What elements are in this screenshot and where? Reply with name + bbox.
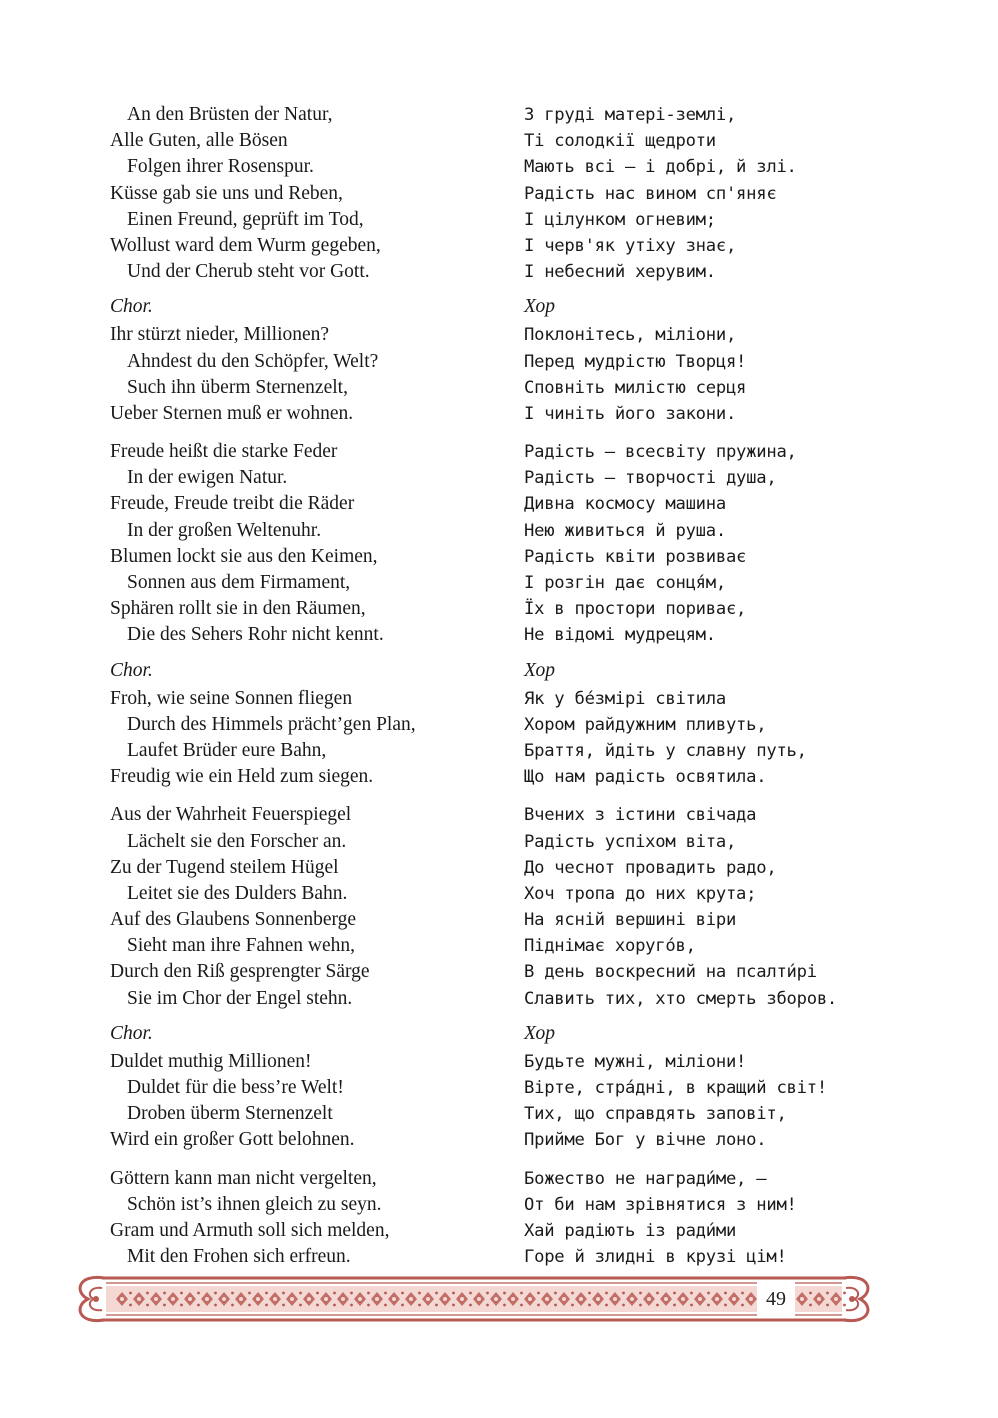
- german-text-column: [110, 102, 510, 1270]
- verse-line: Zu der Tugend steilem Hügel: [110, 856, 339, 878]
- ukrainian-chorus-1: [524, 322, 964, 427]
- verse-line: Славить тих, хто смерть зборов.: [524, 988, 838, 1009]
- verse-line: Sieht man ihre Fahnen wehn,: [127, 935, 355, 957]
- verse-line: Нею живиться й руша.: [524, 520, 726, 541]
- german-stanza-1: [110, 102, 510, 285]
- ukrainian-stanza-2: [524, 439, 964, 649]
- verse-line: Ahndest du den Schöpfer, Welt?: [127, 350, 379, 372]
- verse-line: Und der Cherub steht vor Gott.: [127, 261, 370, 283]
- verse-line: Хоч тропа до них крута;: [524, 883, 757, 904]
- verse-line: Lächelt sie den Forscher an.: [127, 830, 347, 852]
- verse-line: Aus der Wahrheit Feuerspiegel: [110, 804, 352, 826]
- verse-line: Будьте мужні, міліони!: [524, 1051, 747, 1072]
- verse-line: In der großen Weltenuhr.: [127, 519, 322, 541]
- verse-line: Durch den Riß gesprengter Särge: [110, 961, 370, 983]
- page-number: 49: [757, 1282, 795, 1316]
- verse-line: Ihr stürzt nieder, Millionen?: [110, 324, 330, 346]
- verse-line: Alle Guten, alle Bösen: [110, 130, 288, 152]
- verse-line: Droben überm Sternenzelt: [127, 1103, 333, 1125]
- verse-line: До чеснот провадить радо,: [524, 857, 777, 878]
- verse-line: Freude, Freude treibt die Räder: [110, 493, 355, 515]
- verse-line: Вірте, стра́дні, в кращий світ!: [524, 1078, 827, 1098]
- verse-line: Freudig wie ein Held zum siegen.: [110, 766, 374, 788]
- verse-line: Їх в простори пориває,: [524, 599, 747, 620]
- verse-line: Поклонітесь, міліони,: [524, 325, 737, 346]
- verse-line: І черв'як утіху знає,: [524, 235, 737, 256]
- verse-line: Blumen lockt sie aus den Keimen,: [110, 545, 378, 567]
- verse-line: На ясній вершині віри: [524, 910, 737, 931]
- verse-line: І чиніть його закони.: [524, 403, 737, 424]
- verse-line: Such ihn überm Sternenzelt,: [127, 376, 348, 398]
- verse-line: Горе й злидні в крузі цім!: [524, 1247, 787, 1268]
- verse-line: Göttern kann man nicht vergelten,: [110, 1167, 377, 1189]
- german-chorus-heading: Chor.: [110, 296, 153, 318]
- verse-line: Wird ein großer Gott belohnen.: [110, 1129, 355, 1151]
- verse-line: Wollust ward dem Wurm gegeben,: [110, 234, 381, 256]
- verse-line: От би нам зрівнятися з ним!: [524, 1194, 797, 1215]
- german-stanza-4: [110, 1166, 510, 1271]
- verse-line: Не відомі мудрецям.: [524, 625, 716, 646]
- german-chorus-1: [110, 322, 510, 427]
- verse-line: Радість — всесвіту пружина,: [524, 442, 797, 463]
- verse-line: Дивна космосу машина: [524, 494, 726, 515]
- verse-line: Радість — творчості душа,: [524, 468, 777, 489]
- verse-line: Freude heißt die starke Feder: [110, 441, 338, 463]
- verse-line: Хором райдужним пливуть,: [524, 714, 767, 735]
- german-stanza-2: [110, 439, 510, 649]
- verse-line: An den Brüsten der Natur,: [127, 104, 333, 125]
- verse-line: Тих, що справдять заповіт,: [524, 1104, 787, 1125]
- verse-line: Schön ist’s ihnen gleich zu seyn.: [127, 1193, 382, 1215]
- verse-line: Радість успіхом віта,: [524, 831, 737, 852]
- german-chorus-heading: Chor.: [110, 659, 153, 681]
- verse-line: Що нам радість освятила.: [524, 767, 767, 788]
- verse-line: In der ewigen Natur.: [127, 467, 288, 489]
- verse-line: Прийме Бог у вічне лоно.: [524, 1130, 767, 1151]
- german-chorus-3: [110, 1049, 510, 1154]
- ukrainian-chorus-2: [524, 686, 964, 791]
- verse-line: Перед мудрістю Творця!: [524, 351, 747, 372]
- verse-line: Einen Freund, geprüft im Tod,: [127, 208, 364, 230]
- verse-line: Sphären rollt sie in den Räumen,: [110, 598, 366, 620]
- german-stanza-3: [110, 802, 510, 1012]
- verse-line: Die des Sehers Rohr nicht kennt.: [127, 624, 384, 646]
- verse-line: І цілунком огневим;: [524, 209, 716, 230]
- verse-line: Хай радіють із ради́ми: [524, 1220, 737, 1241]
- ukrainian-stanza-3: [524, 802, 964, 1012]
- verse-line: Мають всі — і добрі, й злі.: [524, 157, 797, 178]
- ukrainian-chorus-heading: Хор: [524, 296, 556, 318]
- german-chorus-2: [110, 686, 510, 791]
- german-chorus-heading: Chor.: [110, 1022, 153, 1044]
- ukrainian-stanza-1: [524, 102, 964, 285]
- verse-line: Вчених з істини свічада: [524, 805, 757, 826]
- verse-line: Божество не награди́ме, —: [524, 1168, 767, 1189]
- verse-line: В день воскресний на псалти́рі: [524, 962, 817, 983]
- verse-line: Радість нас вином сп'яняє: [524, 183, 777, 204]
- verse-line: Mit den Frohen sich erfreun.: [127, 1246, 351, 1268]
- verse-line: Froh, wie seine Sonnen fliegen: [110, 687, 353, 709]
- ukrainian-stanza-4: [524, 1166, 964, 1271]
- footer-ornament: [72, 1268, 876, 1330]
- ukrainian-text-column: [524, 102, 964, 1270]
- ukrainian-chorus-heading: Хор: [524, 659, 556, 681]
- verse-line: Як у бе́змірі світила: [524, 688, 726, 709]
- ukrainian-chorus-3: [524, 1049, 964, 1154]
- verse-line: Ueber Sternen muß er wohnen.: [110, 402, 354, 424]
- verse-line: Gram und Armuth soll sich melden,: [110, 1219, 390, 1241]
- verse-line: Sonnen aus dem Firmament,: [127, 572, 351, 593]
- verse-line: І небесний херувим.: [524, 262, 716, 283]
- verse-line: Duldet für die bess’re Welt!: [127, 1077, 344, 1098]
- verse-line: Sie im Chor der Engel stehn.: [127, 987, 353, 1009]
- verse-line: Leitet sie des Dulders Bahn.: [127, 882, 348, 904]
- verse-line: Ті солодкії щедроти: [524, 131, 716, 152]
- verse-line: Сповніть милістю серця: [524, 377, 747, 398]
- verse-line: З груді матері-землі,: [524, 105, 737, 125]
- ukrainian-chorus-heading: Хор: [524, 1022, 556, 1044]
- verse-line: Durch des Himmels prächt’gen Plan,: [127, 713, 416, 735]
- verse-line: Duldet muthig Millionen!: [110, 1050, 312, 1072]
- verse-line: Браття, йдіть у славну путь,: [524, 740, 807, 761]
- verse-line: Auf des Glaubens Sonnenberge: [110, 909, 357, 931]
- verse-line: Laufet Brüder eure Bahn,: [127, 739, 327, 761]
- verse-line: Folgen ihrer Rosenspur.: [127, 156, 314, 178]
- verse-line: І розгін дає сонця́м,: [524, 573, 726, 593]
- verse-line: Радість квіти розвиває: [524, 546, 747, 567]
- verse-line: Піднімає хоруго́в,: [524, 936, 696, 957]
- verse-line: Küsse gab sie uns und Reben,: [110, 182, 343, 204]
